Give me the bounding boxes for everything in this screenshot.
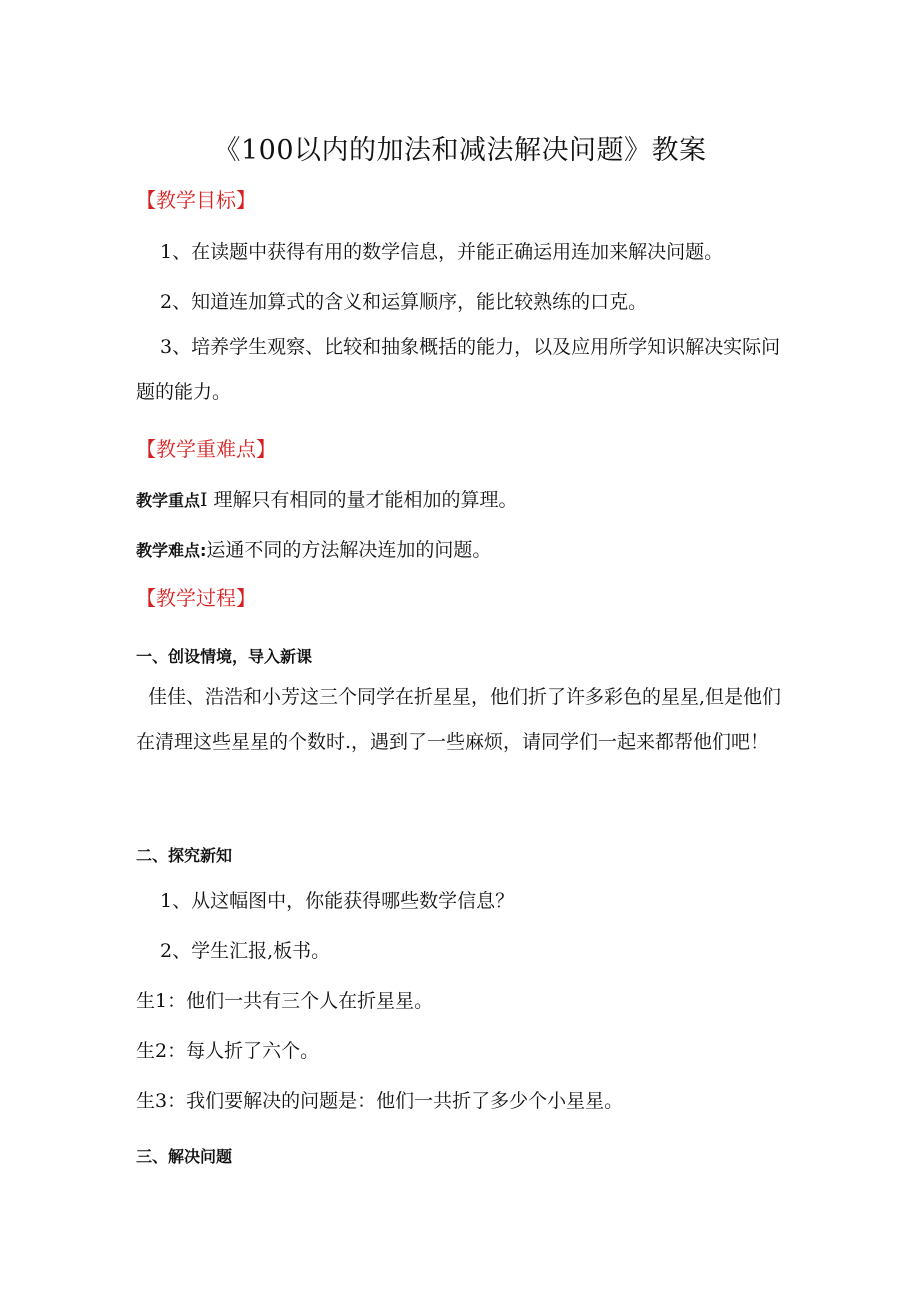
key-point-text: I 理解只有相同的量才能相加的算理。 [200, 489, 518, 511]
section-2-title: 二、探究新知 [136, 846, 233, 865]
section-1-text: 佳佳、浩浩和小芳这三个同学在折星星，他们折了许多彩色的星星,但是他们在清理这些星星的个数时.，遇到了一些麻烦，请同学们一起来都帮他们吧！ [136, 686, 782, 753]
section-2-item-1: 1、从这幅图中，你能获得哪些数学信息？ [160, 890, 515, 912]
difficulty-line [136, 535, 491, 562]
difficulty-text: 运通不同的方法解决连加的问题。 [206, 539, 492, 561]
difficulty-label: 教学难点: [136, 541, 207, 560]
key-point-line [136, 485, 518, 512]
goal-item-2: 2、知道连加算式的含义和运算顺序，能比较熟练的口克。 [160, 291, 648, 313]
doc-title: 《100以内的加法和减法解决问题》教案 [213, 135, 707, 166]
key-point-label: 教学重点 [136, 491, 201, 510]
goals-heading: 【教学目标】 [136, 188, 256, 212]
student-answer-3: 生3：我们要解决的问题是：他们一共折了多少个小星星。 [136, 1090, 624, 1112]
section-2-item-2: 2、学生汇报,板书。 [160, 940, 331, 962]
keypoints-heading: 【教学重难点】 [136, 437, 276, 461]
section-3-title: 三、解决问题 [136, 1147, 233, 1166]
goal-item-1: 1、在读题中获得有用的数学信息，并能正确运用连加来解决问题。 [160, 241, 724, 263]
student-answer-1: 生1：他们一共有三个人在折星星。 [136, 990, 434, 1012]
section-1-title: 一、创设情境，导入新课 [136, 647, 313, 666]
process-heading: 【教学过程】 [136, 586, 256, 610]
goal-item-3: 3、培养学生观察、比较和抽象概括的能力，以及应用所学知识解决实际问题的能力。 [136, 336, 781, 403]
student-answer-2: 生2：每人折了六个。 [136, 1040, 320, 1062]
